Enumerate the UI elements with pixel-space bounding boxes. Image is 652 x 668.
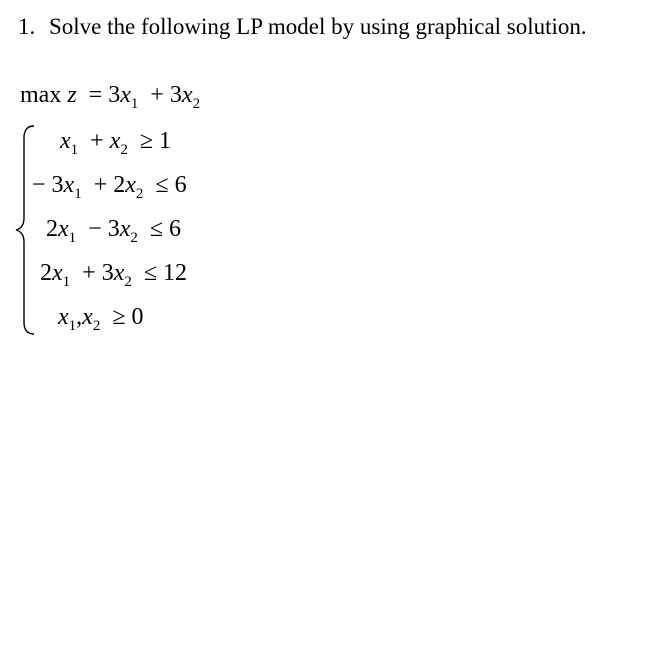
constraint-1-sub-2: 2 xyxy=(120,142,128,158)
constraint-4-operator: + xyxy=(82,260,96,286)
constraint-2-operator: + xyxy=(93,172,108,198)
nonneg-sub-2: 2 xyxy=(92,318,101,334)
constraint-1-var-1: x xyxy=(60,128,71,154)
objective-function xyxy=(20,82,201,112)
constraint-4-relation: ≤ xyxy=(143,260,158,286)
constraint-2-coef-2: 2 xyxy=(113,172,126,198)
constraint-2-var-2: x xyxy=(125,172,136,198)
nonneg-var-1: x xyxy=(58,304,69,330)
objective-sub-2: 2 xyxy=(192,96,201,112)
constraint-1-operator: + xyxy=(90,128,104,154)
objective-var-1: x xyxy=(120,82,131,108)
constraint-1-relation: ≥ xyxy=(139,128,154,154)
constraint-3-coef-1: 2 xyxy=(46,216,58,242)
constraint-4-rhs: 12 xyxy=(163,260,188,286)
constraint-4-coef-1: 2 xyxy=(40,260,52,286)
constraint-brace xyxy=(14,124,36,336)
constraint-2-sub-1: 1 xyxy=(74,186,82,202)
objective-coef-1: 3 xyxy=(108,82,121,108)
constraint-row-nonnegativity xyxy=(58,302,143,332)
objective-coef-2: 3 xyxy=(169,82,182,108)
constraint-2-coef-1: 3 xyxy=(51,172,64,198)
constraint-1-rhs: 1 xyxy=(159,128,172,154)
constraint-2-var-1: x xyxy=(63,172,75,198)
nonneg-rhs: 0 xyxy=(131,304,144,330)
objective-sub-1: 1 xyxy=(130,96,139,112)
nonneg-var-2: x xyxy=(82,304,93,330)
constraint-2-relation: ≤ xyxy=(155,172,169,198)
constraint-2-sign: − xyxy=(32,172,46,198)
constraint-3-sub-1: 1 xyxy=(68,230,77,246)
constraint-row-1 xyxy=(60,126,171,156)
constraint-2-rhs: 6 xyxy=(174,172,187,198)
constraint-4-sub-1: 1 xyxy=(62,274,71,290)
constraint-3-var-1: x xyxy=(58,216,69,242)
objective-variable: z xyxy=(67,82,77,108)
constraint-3-sub-2: 2 xyxy=(130,230,138,246)
problem-statement: Solve the following LP model by using graphical solution. xyxy=(49,14,587,39)
nonneg-comma: , xyxy=(76,304,83,330)
problem-heading xyxy=(18,14,587,40)
constraint-2-sub-2: 2 xyxy=(135,186,144,202)
objective-equals: = xyxy=(88,82,103,108)
constraint-4-var-2: x xyxy=(113,260,125,286)
constraint-row-3 xyxy=(46,214,181,244)
constraint-4-coef-2: 3 xyxy=(101,260,114,286)
constraint-3-operator: − xyxy=(88,216,102,242)
nonneg-sub-1: 1 xyxy=(68,318,77,334)
constraint-3-var-2: x xyxy=(119,216,131,242)
constraint-3-rhs: 6 xyxy=(169,216,182,242)
constraint-row-4 xyxy=(40,258,187,288)
objective-keyword: max xyxy=(20,82,62,108)
constraint-1-sub-1: 1 xyxy=(70,142,79,158)
objective-var-2: x xyxy=(181,82,193,108)
objective-plus: + xyxy=(150,82,164,108)
constraint-3-coef-2: 3 xyxy=(107,216,120,242)
constraint-3-relation: ≤ xyxy=(149,216,164,242)
constraint-4-sub-2: 2 xyxy=(124,274,132,290)
constraint-row-2 xyxy=(32,170,187,200)
constraint-1-var-2: x xyxy=(109,128,121,154)
problem-number: 1. xyxy=(18,14,36,39)
nonneg-relation: ≥ xyxy=(112,304,126,330)
constraint-4-var-1: x xyxy=(52,260,63,286)
